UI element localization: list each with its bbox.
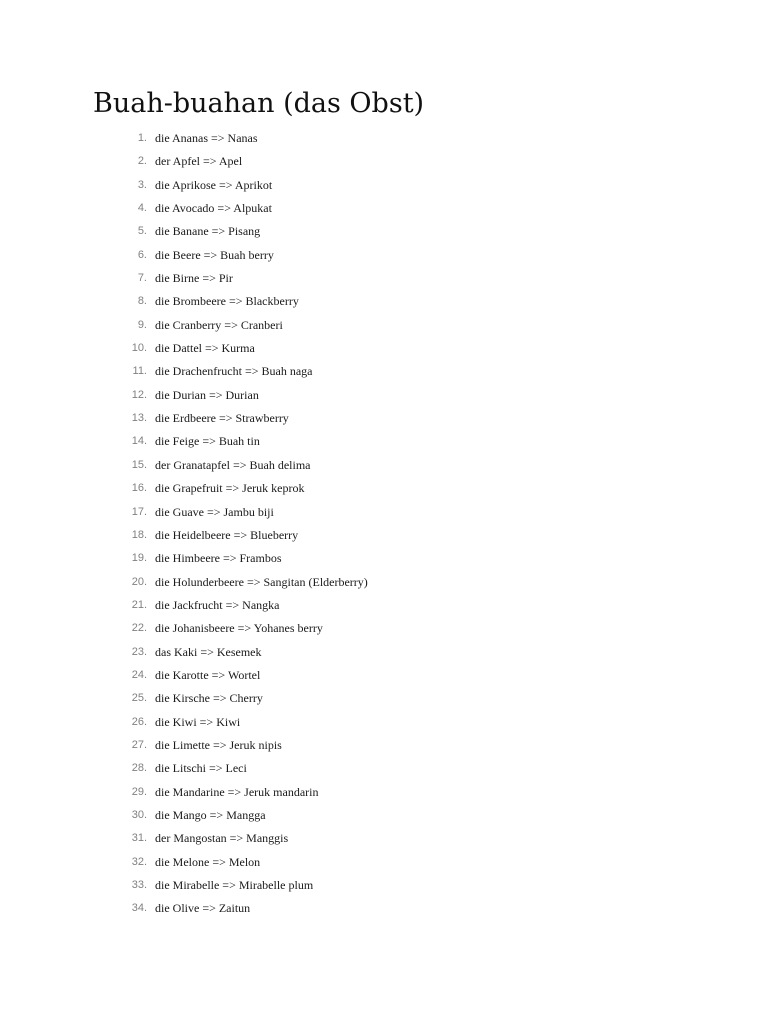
list-item-text: die Kiwi => Kiwi — [155, 714, 241, 729]
list-item-text: die Dattel => Kurma — [155, 341, 255, 356]
list-item-number: 19. — [131, 552, 147, 565]
list-item-text: die Guave => Jambu biji — [155, 504, 274, 519]
list-item-text: die Avocado => Alpukat — [155, 201, 272, 216]
list-item-text: die Drachenfrucht => Buah naga — [155, 364, 313, 379]
list-item-number: 14. — [131, 435, 147, 448]
list-item-text: die Ananas => Nanas — [155, 131, 258, 145]
list-item-number: 6. — [137, 248, 147, 261]
list-item-number: 33. — [131, 879, 147, 891]
list-item-number: 31. — [131, 832, 147, 845]
list-item-text: die Birne => Pir — [155, 271, 233, 286]
list-item-number: 16. — [131, 482, 147, 495]
list-item-number: 17. — [131, 505, 147, 518]
list-item-number: 1. — [137, 132, 147, 144]
list-item-text: die Banane => Pisang — [155, 224, 261, 239]
list-item-text: die Brombeere => Blackberry — [155, 294, 299, 309]
list-item-text: die Beere => Buah berry — [155, 247, 274, 262]
list-item-text: die Himbeere => Frambos — [155, 551, 282, 566]
list-item-number: 10. — [131, 342, 147, 355]
list-item-text: die Cranberry => Cranberi — [155, 317, 283, 332]
list-item-number: 32. — [131, 855, 147, 868]
list-item-number: 27. — [131, 738, 147, 751]
list-item-number: 8. — [137, 295, 147, 308]
list-item-text: die Limette => Jeruk nipis — [155, 737, 282, 752]
list-item-text: die Johanisbeere => Yohanes berry — [155, 621, 323, 636]
list-item-number: 4. — [137, 202, 147, 215]
list-item-text: die Erdbeere => Strawberry — [155, 411, 289, 426]
list-item-number: 12. — [131, 388, 147, 401]
list-item-number: 5. — [137, 225, 147, 238]
list-item-text: die Melone => Melon — [155, 854, 261, 869]
page-title: Buah-buahan (das Obst) — [93, 88, 425, 119]
list-item-number: 25. — [131, 692, 147, 705]
list-item-number: 22. — [131, 622, 147, 635]
list-item-number: 20. — [131, 575, 147, 588]
list-item-number: 30. — [131, 808, 147, 821]
list-item-number: 13. — [131, 412, 147, 425]
list-item-number: 28. — [131, 762, 147, 775]
list-item-number: 2. — [137, 155, 147, 168]
list-item-text: die Mango => Mangga — [155, 807, 266, 822]
list-item-number: 23. — [131, 645, 147, 658]
list-item-text: der Mangostan => Manggis — [155, 831, 289, 846]
list-item-number: 34. — [131, 902, 147, 915]
list-item-number: 15. — [131, 458, 147, 471]
list-item-text: die Feige => Buah tin — [155, 434, 260, 449]
list-item-text: die Holunderbeere => Sangitan (Elderberry) — [155, 574, 368, 589]
list-item-text: die Jackfrucht => Nangka — [155, 597, 280, 612]
list-item-number: 21. — [131, 598, 147, 611]
list-item-number: 26. — [131, 715, 147, 728]
list-item-text: die Kirsche => Cherry — [155, 691, 263, 706]
list-item-number: 11. — [132, 365, 147, 378]
list-item-text: die Karotte => Wortel — [155, 667, 261, 682]
list-item-number: 9. — [137, 318, 147, 331]
list-item-text: die Heidelbeere => Blueberry — [155, 527, 299, 542]
list-item-text: die Mirabelle => Mirabelle plum — [155, 878, 314, 892]
list-item-text: der Granatapfel => Buah delima — [155, 457, 311, 472]
list-item-number: 3. — [137, 178, 147, 191]
list-item-number: 18. — [131, 528, 147, 541]
list-item-text: die Olive => Zaitun — [155, 901, 251, 916]
list-item-text: die Litschi => Leci — [155, 761, 247, 776]
list-item-text: die Mandarine => Jeruk mandarin — [155, 784, 319, 799]
list-item-text: die Durian => Durian — [155, 387, 259, 402]
list-item-number: 7. — [137, 272, 147, 285]
list-item-text: die Aprikose => Aprikot — [155, 177, 273, 192]
list-item-number: 24. — [131, 668, 147, 681]
list-item-text: die Grapefruit => Jeruk keprok — [155, 481, 305, 496]
list-item-text: das Kaki => Kesemek — [155, 644, 262, 659]
list-item-text: der Apfel => Apel — [155, 154, 243, 169]
list-item-number: 29. — [131, 785, 147, 798]
